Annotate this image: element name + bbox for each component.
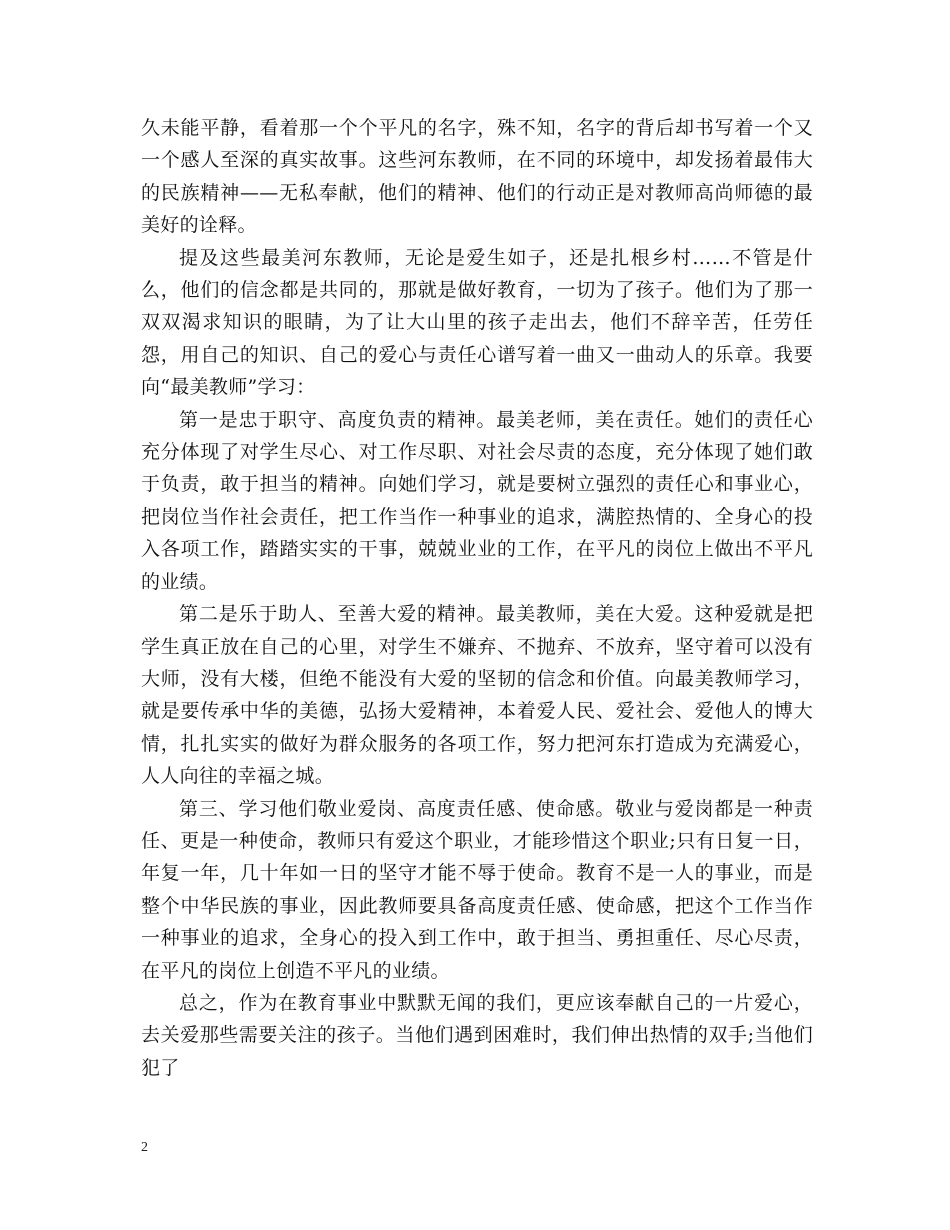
paragraph-3: 第一是忠于职守、高度负责的精神。最美老师，美在责任。她们的责任心充分体现了对学生尽心、对工作尽职、对社会尽责的态度，充分体现了她们敢于负责，敢于担当的精神。向她们学习，就是要树立强烈的责任心和事业心，把岗位当作社会责任，把工作当作一种事业的追求，满腔热情的、全身心的投入各项工作，踏踏实实的干事，兢兢业业的工作，在平凡的岗位上做出不平凡的业绩。 — [141, 408, 813, 593]
page-number: 2 — [141, 1140, 148, 1155]
paragraph-1: 久未能平静，看着那一个个平凡的名字，殊不知，名字的背后却书写着一个又一个感人至深的真实故事。这些河东教师，在不同的环境中，却发扬着最伟大的民族精神——无私奉献，他们的精神、他们的行动正是对教师高尚师德的最美好的诠释。 — [141, 117, 813, 237]
paragraph-5: 第三、学习他们敬业爱岗、高度责任感、使命感。敬业与爱岗都是一种责任、更是一种使命，教师只有爱这个职业，才能珍惜这个职业;只有日复一日，年复一年，几十年如一日的坚守才能不辱于使命。教育不是一人的事业，而是整个中华民族的事业，因此教师要具备高度责任感、使命感，把这个工作当作一种事业的追求，全身心的投入到工作中，敢于担当、勇担重任、尽心尽责，在平凡的岗位上创造不平凡的业绩。 — [141, 797, 813, 982]
paragraph-2: 提及这些最美河东教师，无论是爱生如子，还是扎根乡村……不管是什么，他们的信念都是共同的，那就是做好教育，一切为了孩子。他们为了那一双双渴求知识的眼睛，为了让大山里的孩子走出去，他们不辞辛苦，任劳任怨，用自己的知识、自己的爱心与责任心谱写着一曲又一曲动人的乐章。我要向“最美教师”学习： — [141, 246, 813, 399]
paragraph-6: 总之，作为在教育事业中默默无闻的我们，更应该奉献自己的一片爱心，去关爱那些需要关注的孩子。当他们遇到困难时，我们伸出热情的双手;当他们犯了 — [141, 991, 813, 1079]
page-body — [141, 112, 813, 1084]
paragraph-4: 第二是乐于助人、至善大爱的精神。最美教师，美在大爱。这种爱就是把学生真正放在自己的心里，对学生不嫌弃、不抛弃、不放弃，坚守着可以没有大师，没有大楼，但绝不能没有大爱的坚韧的信念和价值。向最美教师学习，就是要传承中华的美德，弘扬大爱精神，本着爱人民、爱社会、爱他人的博大情，扎扎实实的做好为群众服务的各项工作，努力把河东打造成为充满爱心，人人向往的幸福之城。 — [141, 603, 813, 788]
